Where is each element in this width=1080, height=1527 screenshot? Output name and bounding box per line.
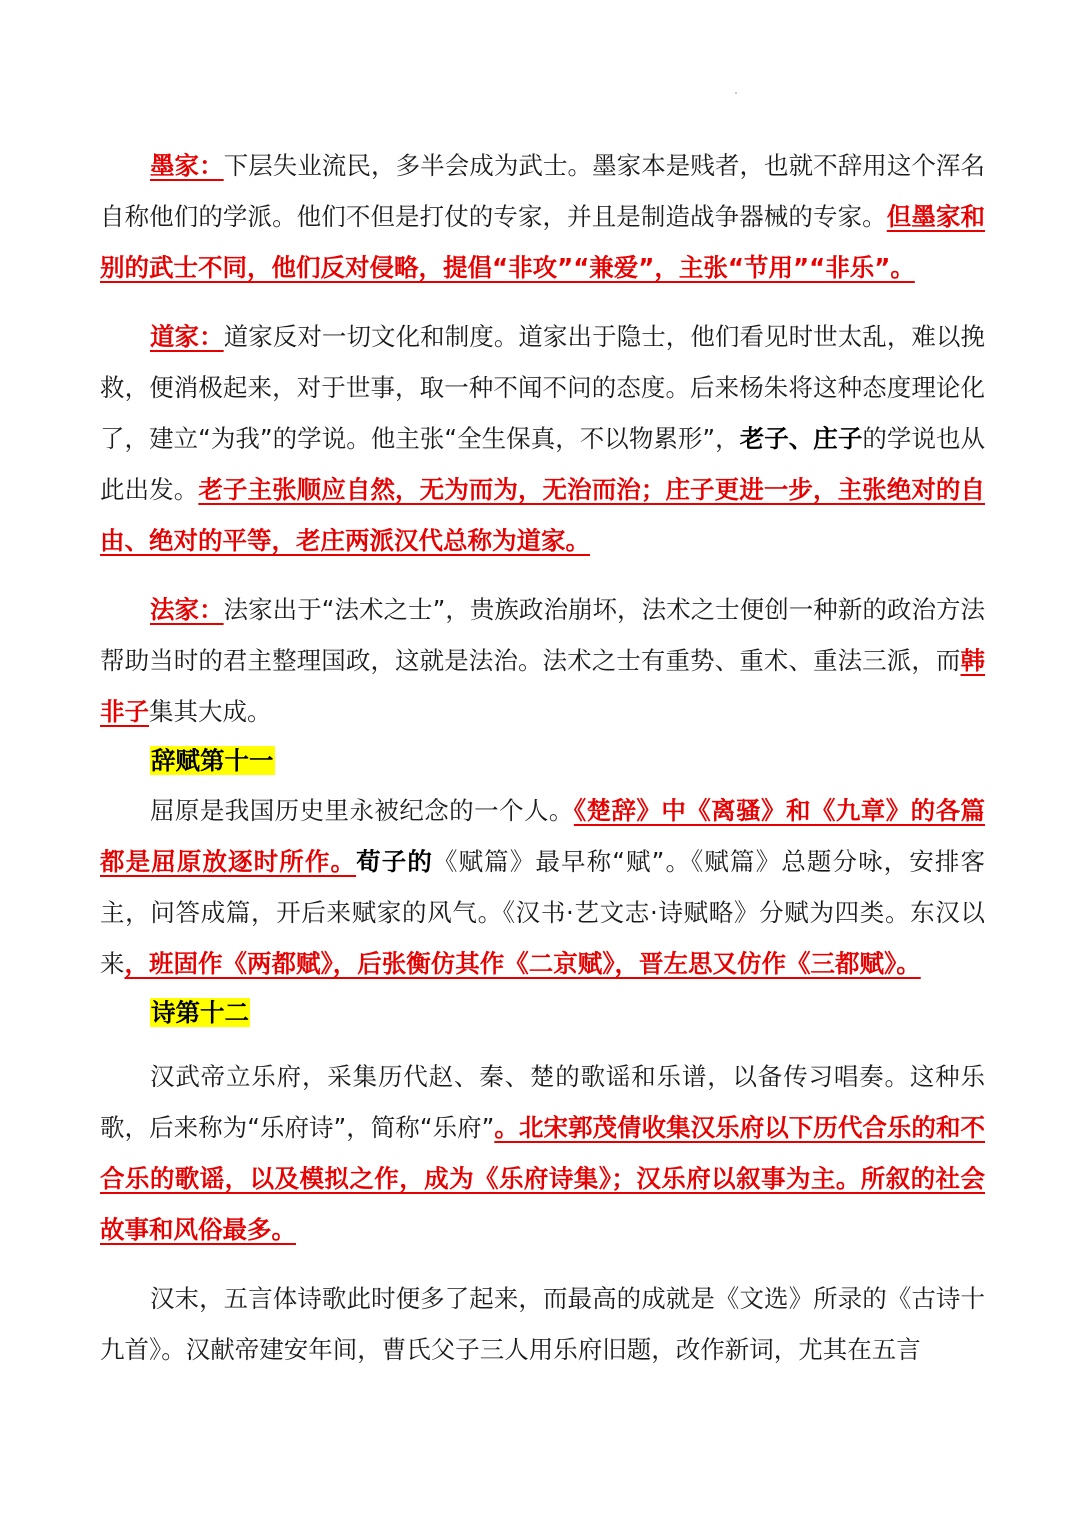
term-daojia: 道家：: [150, 322, 224, 351]
term-fajia: 法家：: [150, 595, 224, 624]
term-mojia: 墨家：: [150, 151, 224, 180]
mojia-text: 下层失业流民，多半会成为武士。墨家本是贱者，也就不辞用这个浑名自称他们的学派。他们不但是打仗的专家，并且是制造战争器械的专家。: [100, 151, 986, 231]
section-heading-shi: [150, 989, 985, 1037]
fajia-highlight: 韩非子: [100, 646, 985, 726]
section-heading-cifu: [150, 737, 985, 785]
heading-shi-text: 诗第十二: [151, 998, 249, 1027]
cifu-text-2: 《赋篇》最早称“赋”。《赋篇》总题分咏，安排客主，问答成篇，开后来赋家的风气。《汉书·艺文志·诗赋略》分赋为四类。东汉以来: [100, 847, 986, 978]
paragraph-daojia: [100, 311, 985, 566]
document-page: [100, 140, 985, 1375]
shi-highlight-1: 。北宋郭茂倩收集汉乐府以下历代合乐的和不合乐的歌谣，以及模拟之作，成为《乐府诗集》；汉乐府以叙事为主。所叙的社会故事和风俗最多。: [100, 1113, 986, 1244]
paragraph-shi-2: [100, 1273, 985, 1375]
daojia-bold-names: 老子、庄子: [739, 424, 863, 453]
daojia-highlight: 老子主张顺应自然，无为而为，无治而治；庄子更进一步，主张绝对的自由、绝对的平等，老庄两派汉代总称为道家。: [100, 475, 985, 555]
fajia-text-1: 法家出于“法术之士”，贵族政治崩坏，法术之士便创一种新的政治方法帮助当时的君主整理国政，这就是法治。法术之士有重势、重术、重法三派，而: [100, 595, 986, 675]
paragraph-shi-1: [100, 1051, 985, 1255]
cifu-highlight-1: 《楚辞》中《离骚》和《九章》的各篇都是屈原放逐时所作。: [100, 796, 986, 876]
paragraph-cifu: [100, 785, 985, 989]
paragraph-fajia: [100, 584, 985, 737]
fajia-text-2: 集其大成。: [149, 697, 272, 726]
daojia-text-1: 道家反对一切文化和制度。道家出于隐士，他们看见时世太乱，难以挽救，便消极起来，对于世事，取一种不闻不问的态度。后来杨朱将这种态度理论化了，建立“为我”的学说。他主张“全生保真，不以物累形”，: [100, 322, 986, 453]
shi-text-2: 汉末，五言体诗歌此时便多了起来，而最高的成就是《文选》所录的《古诗十九首》。汉献帝建安年间，曹氏父子三人用乐府旧题，改作新词，尤其在五言: [100, 1284, 985, 1364]
cifu-text-1: 屈原是我国历史里永被纪念的一个人。: [150, 796, 574, 825]
cifu-bold: 荀子的: [356, 847, 433, 876]
paragraph-mojia: [100, 140, 985, 293]
cifu-highlight-2: ，班固作《两都赋》，后张衡仿其作《二京赋》，晋左思又仿作《三都赋》。: [124, 949, 921, 978]
heading-cifu-text: 辞赋第十一: [151, 746, 274, 775]
daojia-text-2: 的学说也从此出发。: [100, 424, 986, 504]
mojia-highlight: 但墨家和别的武士不同，他们反对侵略，提倡“非攻”“兼爱”，主张“节用”“非乐”。: [100, 202, 986, 282]
scan-dot: [735, 92, 737, 94]
shi-text-1: 汉武帝立乐府，采集历代赵、秦、楚的歌谣和乐谱，以备传习唱奏。这种乐歌，后来称为“乐府诗”，简称“乐府”: [100, 1062, 985, 1142]
